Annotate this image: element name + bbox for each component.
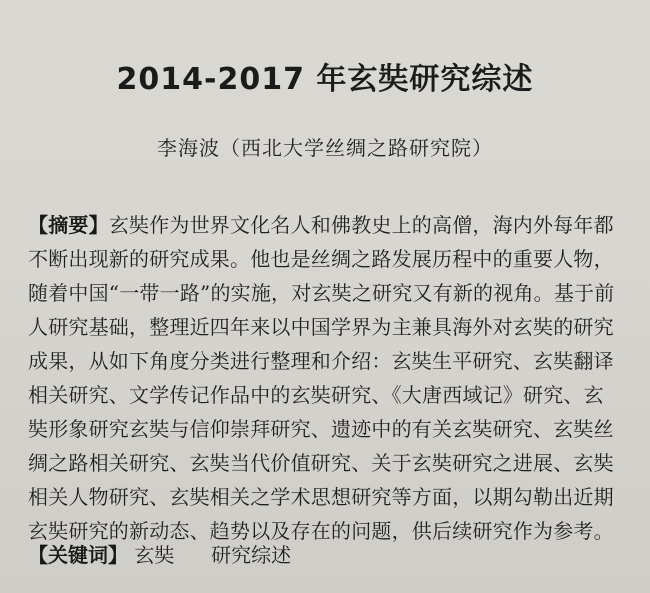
keywords-line [28, 538, 620, 572]
abstract-text: 玄奘作为世界文化名人和佛教史上的高僧，海内外每年都不断出现新的研究成果。他也是丝绸之路发展历程中的重要人物，随着中国“一带一路”的实施，对玄奘之研究又有新的视角。基于前人研究基础，整理近四年来以中国学界为主兼具海外对玄奘的研究成果，从如下角度分类进行整理和介绍：玄奘生平研究、玄奘翻译相关研究、文学传记作品中的玄奘研究、《大唐西域记》研究、玄奘形象研究玄奘与信仰崇拜研究、遗迹中的有关玄奘研究、玄奘丝绸之路相关研究、玄奘当代价值研究、关于玄奘研究之进展、玄奘相关人物研究、玄奘相关之学术思想研究等方面，以期勾勒出近期玄奘研究的新动态、趋势以及存在的问题，供后续研究作为参考。 [28, 213, 615, 543]
author-affiliation: 李海波（西北大学丝绸之路研究院） [157, 136, 493, 160]
abstract-label: 【摘要】 [28, 213, 109, 237]
keyword-item: 研究综述 [211, 543, 292, 567]
bleed-through-text-top [0, 6, 650, 46]
keyword-item: 玄奘 [134, 543, 175, 567]
keywords-label: 【关键词】 [28, 543, 128, 567]
abstract-paragraph [28, 208, 620, 548]
article-title: 2014-2017 年玄奘研究综述 [116, 62, 534, 97]
